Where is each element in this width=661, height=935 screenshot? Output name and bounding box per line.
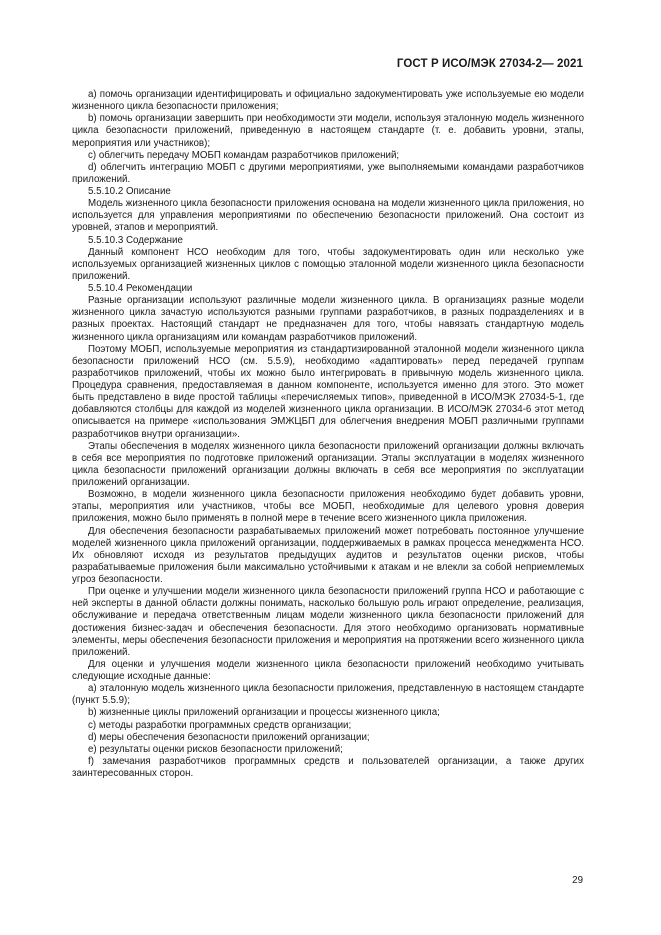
paragraph: Модель жизненного цикла безопасности приложения основана на модели жизненного цикла приложения, но используется для управления мероприятиями по обеспечению безопасности приложений. Она состоит из уровней, этапов и мероприятий.: [72, 198, 584, 234]
section-heading: 5.5.10.3 Содержание: [88, 234, 183, 246]
list-item: a) эталонную модель жизненного цикла безопасности приложения, представленную в настоящем стандарте (пункт 5.5.9);: [72, 683, 584, 707]
paragraph: Для оценки и улучшения модели жизненного цикла безопасности приложений необходимо учитывать следующие исходные данные:: [72, 658, 584, 682]
paragraph: a) помочь организации идентифицировать и официально задокументировать уже используемые ею модели жизненного цикла безопасности приложения;: [72, 89, 584, 113]
list-item: f) замечания разработчиков программных средств и пользователей организации, а также других заинтересованных сторон.: [72, 755, 584, 779]
page-number: 29: [572, 875, 583, 886]
paragraph: Для обеспечения безопасности разрабатываемых приложений может потребовать постоянное улучшение моделей жизненного цикла приложений организации, поддерживаемых в рамках процесса менеджмента НСО. Их обновляют исходя из результатов предыдущих аудитов и результатов оценки рисков, чтобы разрабатываемые приложения были максимально устойчивыми к атакам и не влекли за собой неприемлемых угроз безопасности.: [72, 525, 584, 585]
paragraph: Этапы обеспечения в моделях жизненного цикла безопасности приложений организации должны включать в себя все мероприятия по подготовке приложений организации. Этапы эксплуатации в моделях жизненного цикла безопасности приложений организации должны включать в себя все мероприятия по эксплуатации приложений организации.: [72, 440, 584, 488]
list-item: c) методы разработки программных средств организации;: [88, 719, 352, 731]
section-heading: 5.5.10.4 Рекомендации: [88, 283, 193, 294]
paragraph: c) облегчить передачу МОБП командам разработчиков приложений;: [88, 149, 400, 161]
paragraph: Поэтому МОБП, используемые мероприятия из стандартизированной эталонной модели жизненного цикла безопасности приложений НСО (см. 5.5.9), необходимо «адаптировать» перед передачей группам разработчиков приложений, чтобы их можно было интегрировать в привычную модель жизненного цикла. Процедура сравнения, предоставляемая в данном компоненте, используется именно для этого. Это может быть представлено в виде простой таблицы «перечисляемых типов», приведенной в ИСО/МЭК 27034-5-1, где добавляются столбцы для каждой из моделей жизненного цикла организации. В ИСО/МЭК 27034-6 этот метод описывается на примере «использования ЭМЖЦБП для облегчения внедрения МОБП различными группами разработчиков внутри организации».: [72, 343, 584, 440]
paragraph: Данный компонент НСО необходим для того, чтобы задокументировать один или несколько уже используемых организацией жизненных циклов с помощью эталонной модели жизненного цикла безопасности приложений.: [72, 246, 584, 282]
paragraph: При оценке и улучшении модели жизненного цикла безопасности приложений группа НСО и работающие с ней эксперты в данной области должны понимать, насколько большую роль играют определение, реализация, обслуживание и передача ответственным лицам модели жизненного цикла безопасности приложений для достижения бизнес-задач и обеспечения безопасности. Для этого необходимо организовать нормативные элементы, меры обеспечения безопасности приложения и мероприятия на протяжении всего жизненного цикла приложений.: [72, 586, 584, 658]
document-body: [72, 89, 584, 780]
paragraph: Возможно, в модели жизненного цикла безопасности приложения необходимо будет добавить уровни, этапы, мероприятия или участников, чтобы все МОБП, необходимые для целевого уровня доверия приложения, можно было применять в полной мере в течение всего жизненного цикла приложения.: [72, 489, 584, 525]
list-item: e) результаты оценки рисков безопасности приложений;: [88, 743, 343, 755]
list-item: d) меры обеспечения безопасности приложений организации;: [88, 731, 370, 743]
paragraph: b) помочь организации завершить при необходимости эти модели, используя эталонную модель жизненного цикла безопасности приложений, приведенную в настоящем стандарте (т. е. добавить уровни, этапы, мероприятия или участников);: [72, 113, 584, 149]
section-heading: 5.5.10.2 Описание: [88, 186, 171, 197]
paragraph: Разные организации используют различные модели жизненного цикла. В организациях разные модели жизненного цикла зачастую используются разными группами разработчиков, в разных подразделениях и в разных проектах. Настоящий стандарт не предназначен для того, чтобы навязать стандартную модель жизненного цикла организациям или командам разработчиков приложений.: [72, 295, 584, 343]
paragraph: d) облегчить интеграцию МОБП с другими мероприятиями, уже выполняемыми командами разработчиков приложений.: [72, 161, 584, 185]
list-item: b) жизненные циклы приложений организации и процессы жизненного цикла;: [88, 707, 440, 719]
standard-designation: ГОСТ Р ИСО/МЭК 27034-2— 2021: [396, 58, 583, 70]
